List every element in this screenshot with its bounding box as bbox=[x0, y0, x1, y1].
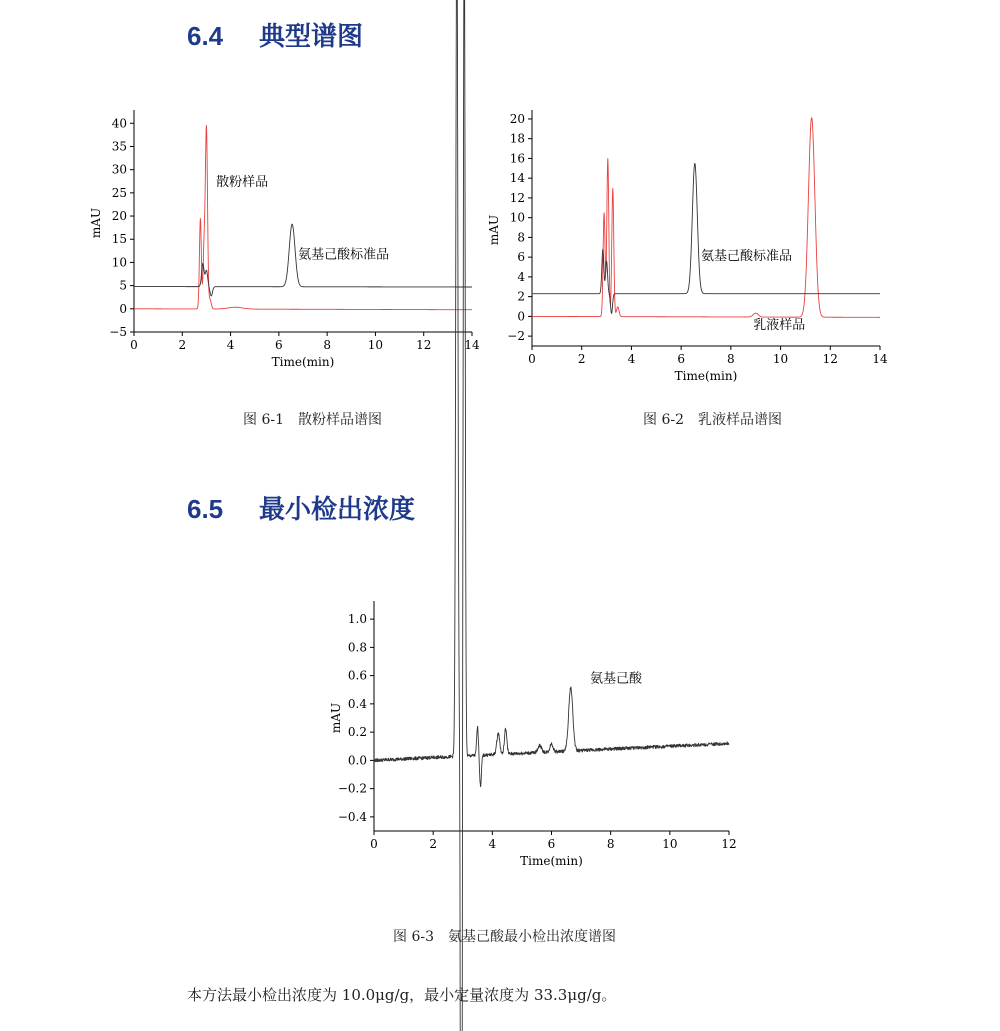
y-tick-label: −2 bbox=[507, 329, 525, 344]
series-line bbox=[532, 118, 880, 318]
x-tick-label: 6 bbox=[275, 338, 283, 352]
x-tick-label: 2 bbox=[429, 837, 437, 851]
y-tick-label: 30 bbox=[111, 162, 127, 177]
x-tick-label: 8 bbox=[606, 837, 615, 851]
y-tick-label: 16 bbox=[509, 151, 525, 166]
chromatogram-fig-6-2 bbox=[487, 100, 910, 390]
x-tick-label: 10 bbox=[772, 352, 789, 366]
x-axis-label: Time(min) bbox=[271, 355, 335, 369]
chromatogram-fig-6-3 bbox=[300, 555, 760, 915]
peak-annotation: 氨基己酸标准品 bbox=[701, 249, 793, 265]
section-heading-6-4 bbox=[187, 16, 363, 53]
chromatogram-fig-6-1 bbox=[90, 100, 500, 390]
x-tick-label: 12 bbox=[721, 837, 737, 851]
y-tick-label: 10 bbox=[509, 210, 525, 225]
x-tick-label: 12 bbox=[822, 352, 838, 366]
conclusion-paragraph: 本方法最小检出浓度为 10.0μg/g，最小定量浓度为 33.3μg/g。 bbox=[187, 986, 617, 1004]
x-tick-label: 0 bbox=[130, 338, 138, 352]
y-tick-label: 35 bbox=[111, 139, 127, 154]
y-tick-label: 0.8 bbox=[347, 640, 367, 655]
x-tick-label: 4 bbox=[226, 338, 235, 352]
y-tick-label: 0.4 bbox=[347, 696, 367, 711]
x-tick-label: 14 bbox=[872, 352, 888, 366]
y-tick-label: 5 bbox=[119, 278, 127, 293]
y-tick-label: 0.0 bbox=[347, 753, 367, 768]
x-tick-label: 8 bbox=[727, 352, 735, 366]
y-tick-label: 18 bbox=[509, 131, 525, 146]
y-tick-label: 20 bbox=[111, 209, 127, 224]
series-line bbox=[532, 163, 880, 313]
x-axis-label: Time(min) bbox=[520, 854, 583, 868]
x-tick-label: 2 bbox=[577, 352, 586, 366]
y-tick-label: 2 bbox=[517, 289, 525, 304]
y-tick-label: 15 bbox=[111, 232, 127, 247]
x-tick-label: 10 bbox=[662, 837, 678, 851]
y-tick-label: −5 bbox=[109, 325, 127, 339]
peak-annotation: 散粉样品 bbox=[216, 174, 269, 190]
y-axis-label: mAU bbox=[487, 214, 501, 246]
x-tick-label: 4 bbox=[627, 352, 636, 366]
x-axis-label: Time(min) bbox=[674, 369, 738, 383]
y-tick-label: 14 bbox=[509, 171, 525, 186]
x-tick-label: 8 bbox=[323, 338, 331, 352]
y-tick-label: 10 bbox=[111, 255, 127, 270]
peak-annotation: 氨基己酸 bbox=[589, 671, 642, 687]
y-axis-label: mAU bbox=[329, 702, 343, 734]
x-tick-label: 12 bbox=[416, 338, 432, 352]
y-tick-label: 20 bbox=[509, 111, 525, 126]
section-number: 6.5 bbox=[187, 494, 224, 524]
figure-caption: 图 6-3 氨基己酸最小检出浓度谱图 bbox=[393, 929, 616, 945]
x-tick-label: 0 bbox=[370, 837, 378, 851]
y-tick-label: 0 bbox=[517, 309, 525, 324]
y-tick-label: 40 bbox=[111, 116, 127, 131]
y-axis-label: mAU bbox=[89, 207, 103, 239]
series-line bbox=[134, 125, 472, 309]
x-tick-label: 10 bbox=[367, 338, 384, 352]
x-tick-label: 14 bbox=[464, 338, 480, 352]
x-tick-label: 6 bbox=[547, 837, 556, 851]
y-tick-label: 25 bbox=[111, 185, 127, 200]
section-heading-6-5 bbox=[187, 489, 415, 526]
y-tick-label: 1.0 bbox=[347, 612, 367, 627]
peak-annotation: 氨基己酸标准品 bbox=[298, 247, 390, 263]
y-tick-label: 12 bbox=[509, 190, 525, 205]
section-title: 典型谱图 bbox=[259, 22, 364, 52]
section-number: 6.4 bbox=[187, 21, 224, 51]
figure-caption: 图 6-2 乳液样品谱图 bbox=[643, 412, 782, 428]
x-tick-label: 4 bbox=[488, 837, 497, 851]
y-tick-label: 8 bbox=[517, 230, 525, 245]
section-title: 最小检出浓度 bbox=[259, 495, 416, 525]
peak-annotation: 乳液样品 bbox=[753, 318, 806, 334]
x-tick-label: 2 bbox=[178, 338, 187, 352]
figure-caption: 图 6-1 散粉样品谱图 bbox=[243, 412, 382, 428]
y-tick-label: 6 bbox=[517, 250, 525, 265]
y-tick-label: −0.4 bbox=[337, 809, 367, 824]
y-tick-label: −0.2 bbox=[337, 781, 367, 796]
y-tick-label: 0.6 bbox=[347, 668, 367, 683]
y-tick-label: 4 bbox=[517, 269, 525, 284]
x-tick-label: 6 bbox=[677, 352, 685, 366]
y-tick-label: 0.2 bbox=[347, 725, 367, 740]
x-tick-label: 0 bbox=[528, 352, 536, 366]
y-tick-label: 0 bbox=[119, 301, 127, 316]
